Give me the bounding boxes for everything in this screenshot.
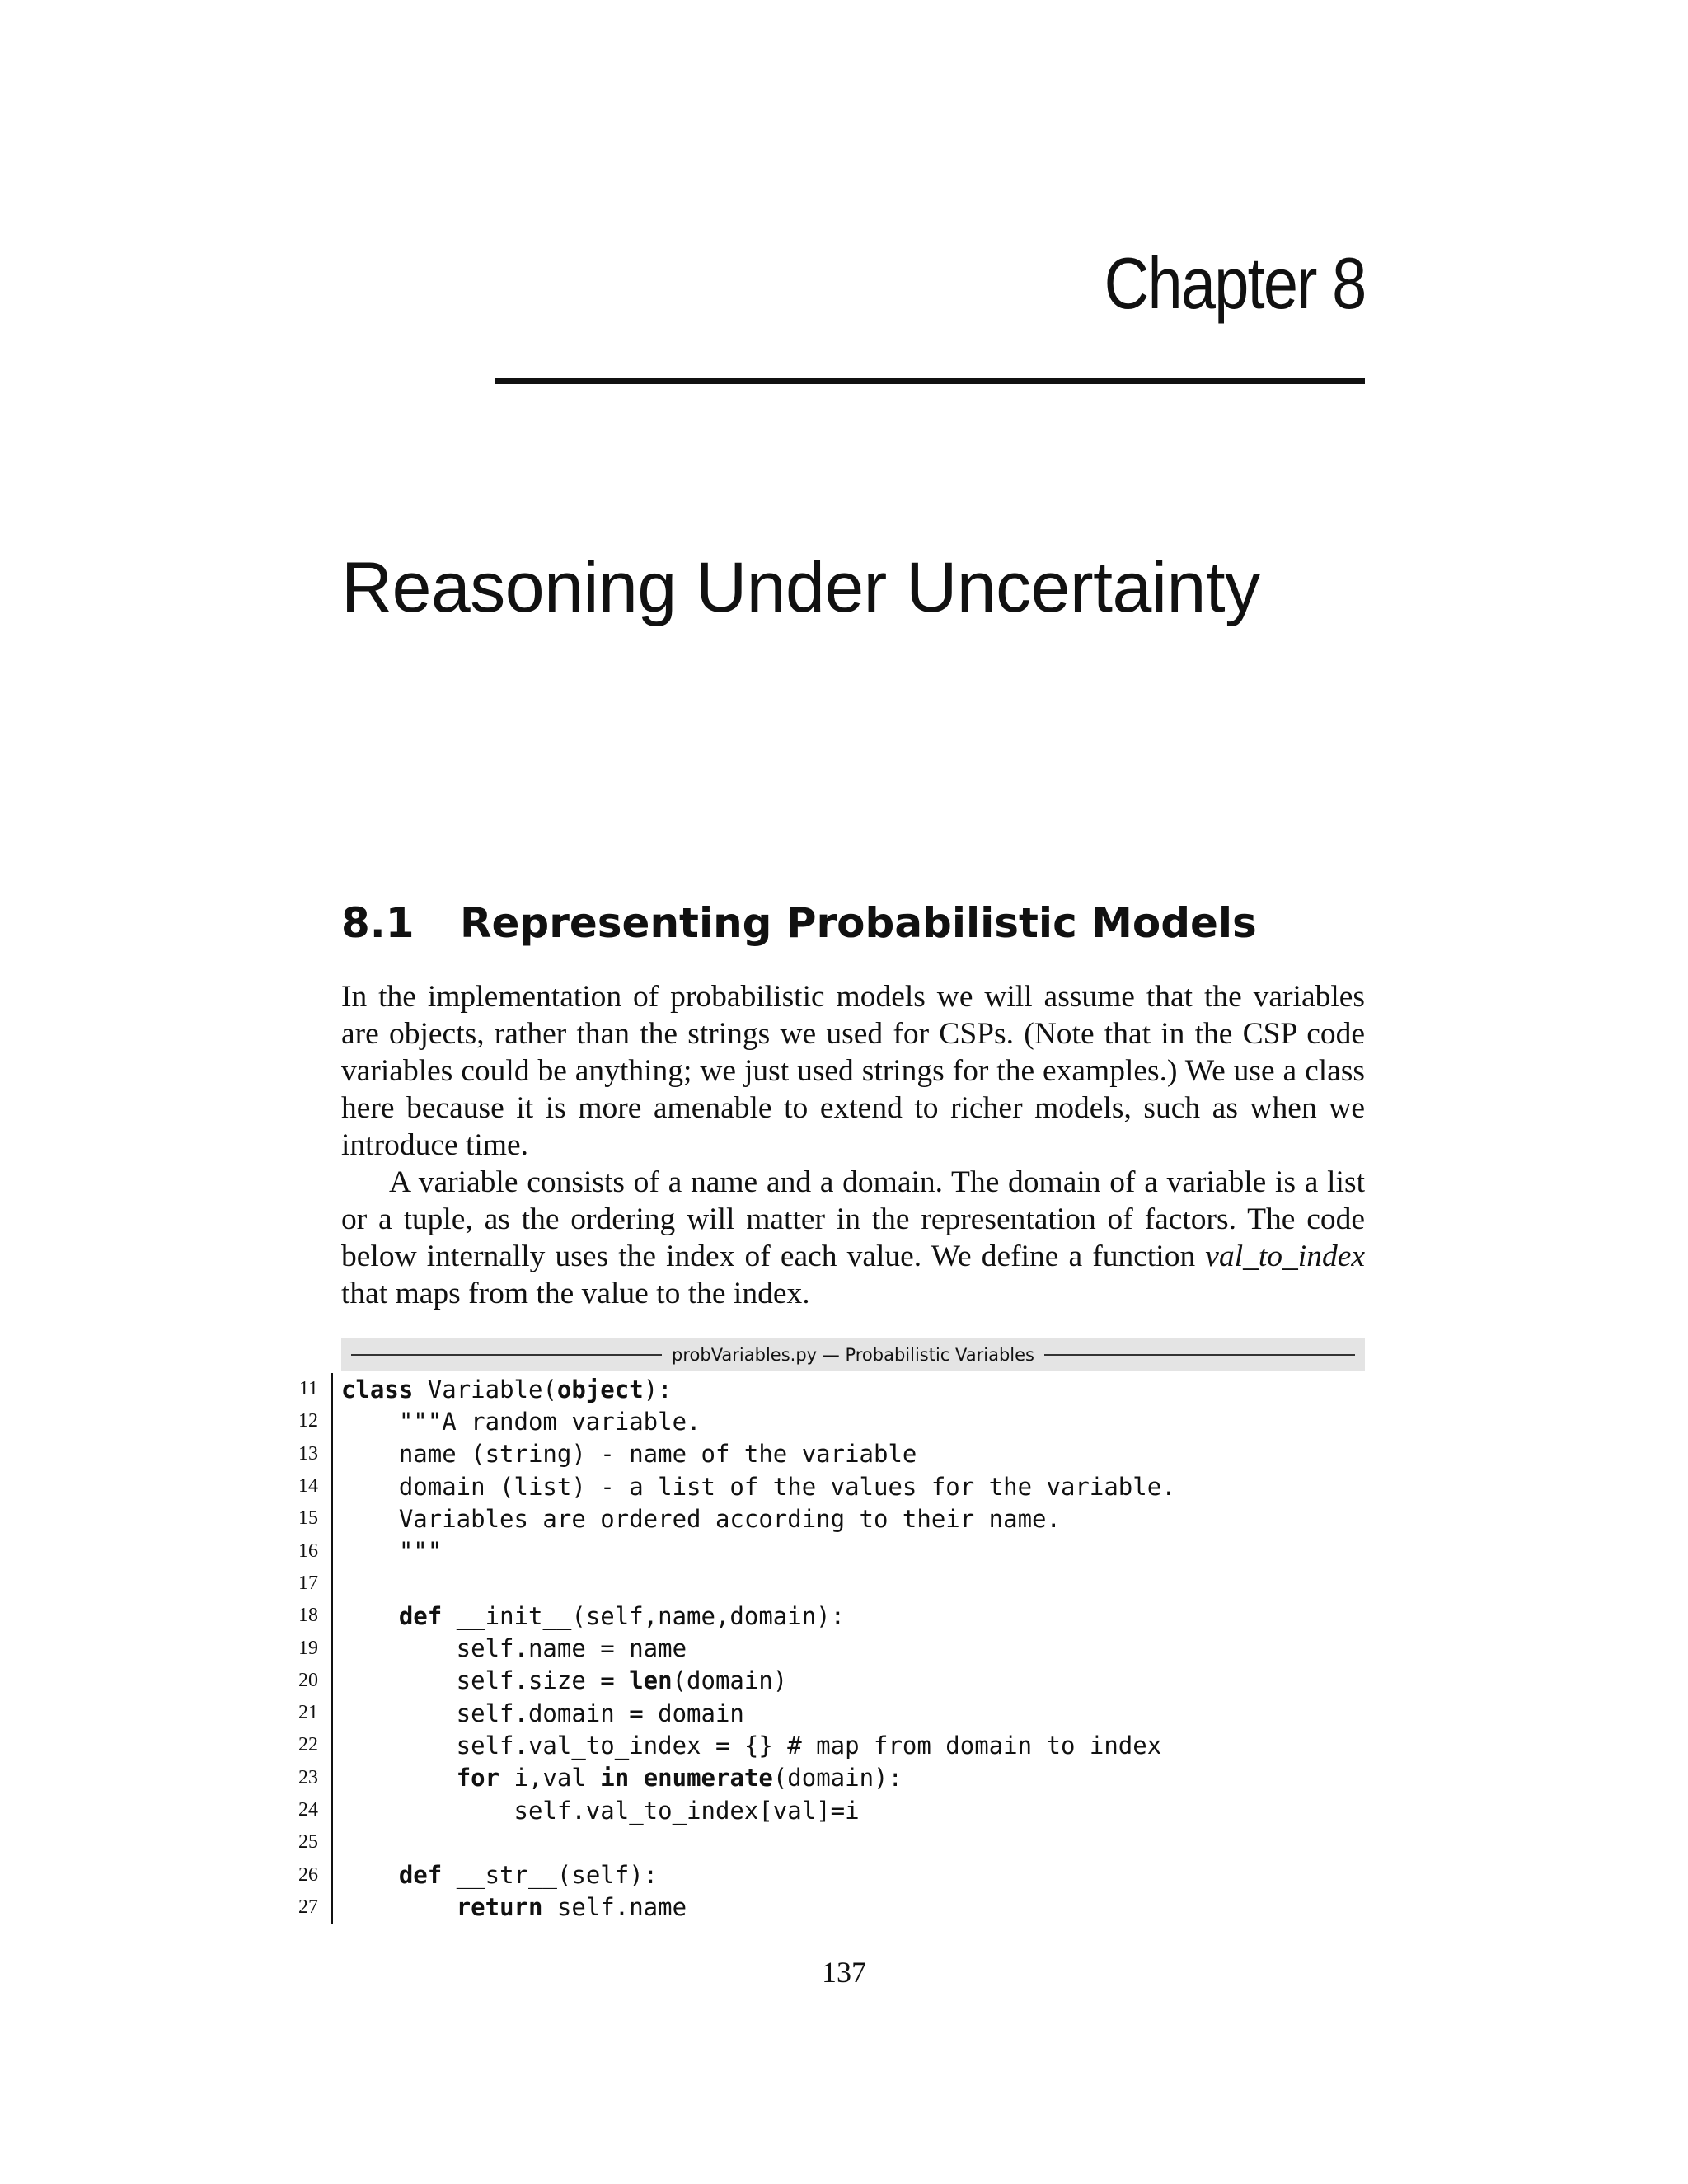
code-keyword: class bbox=[341, 1375, 414, 1404]
section-number: 8.1 bbox=[341, 899, 415, 947]
line-number: 22 bbox=[298, 1734, 318, 1756]
code-token: Variables are ordered according to their name. bbox=[341, 1504, 1061, 1533]
paragraph-2 bbox=[341, 1164, 1365, 1312]
code-gutter-rule bbox=[331, 1665, 333, 1697]
code-gutter-rule bbox=[331, 1405, 333, 1437]
line-number: 25 bbox=[298, 1831, 318, 1854]
code-line bbox=[280, 1665, 1176, 1697]
line-number: 13 bbox=[298, 1442, 318, 1465]
code-line bbox=[280, 1891, 1176, 1924]
section-title: Representing Probabilistic Models bbox=[460, 899, 1257, 947]
code-token: self.val_to_index = {} # map from domain to index bbox=[341, 1731, 1162, 1760]
line-number: 19 bbox=[298, 1637, 318, 1659]
code-line bbox=[280, 1762, 1176, 1794]
code-token: (domain): bbox=[772, 1764, 903, 1793]
section-heading bbox=[341, 899, 1257, 947]
code-text bbox=[341, 1408, 701, 1436]
code-text bbox=[341, 1797, 860, 1825]
line-number: 27 bbox=[298, 1896, 318, 1918]
code-text bbox=[341, 1440, 917, 1468]
code-keyword: in bbox=[600, 1764, 630, 1793]
paragraph-2-function-name: val_to_index bbox=[1205, 1240, 1365, 1273]
code-gutter-rule bbox=[331, 1794, 333, 1826]
line-number: 14 bbox=[298, 1475, 318, 1497]
code-gutter-rule bbox=[331, 1373, 333, 1405]
code-line bbox=[280, 1438, 1176, 1470]
line-number: 18 bbox=[298, 1605, 318, 1627]
code-line bbox=[280, 1470, 1176, 1502]
code-token bbox=[341, 1861, 399, 1889]
code-line bbox=[280, 1794, 1176, 1826]
line-number: 26 bbox=[298, 1863, 318, 1886]
code-token: i,val bbox=[499, 1764, 601, 1793]
line-number: 23 bbox=[298, 1766, 318, 1788]
code-gutter-rule bbox=[331, 1470, 333, 1502]
code-line bbox=[280, 1729, 1176, 1761]
code-caption-bar bbox=[341, 1338, 1365, 1371]
code-line bbox=[280, 1502, 1176, 1535]
chapter-title: Reasoning Under Uncertainty bbox=[341, 548, 1260, 627]
code-line bbox=[280, 1697, 1176, 1729]
code-token: self.size = bbox=[341, 1666, 630, 1695]
code-token: domain (list) - a list of the values for the variable. bbox=[341, 1472, 1176, 1501]
code-line bbox=[280, 1858, 1176, 1891]
code-line bbox=[280, 1826, 1176, 1858]
line-number: 12 bbox=[298, 1410, 318, 1432]
code-gutter-rule bbox=[331, 1891, 333, 1924]
code-gutter-rule bbox=[331, 1697, 333, 1729]
code-keyword: enumerate bbox=[643, 1764, 773, 1793]
code-gutter-rule bbox=[331, 1632, 333, 1664]
code-token: name (string) - name of the variable bbox=[341, 1440, 917, 1469]
code-gutter-rule bbox=[331, 1600, 333, 1632]
code-gutter-rule bbox=[331, 1568, 333, 1600]
code-keyword: def bbox=[398, 1861, 443, 1890]
code-gutter-rule bbox=[331, 1858, 333, 1891]
code-token: (domain) bbox=[672, 1666, 788, 1695]
chapter-rule bbox=[495, 378, 1365, 384]
line-number: 24 bbox=[298, 1799, 318, 1821]
code-gutter-rule bbox=[331, 1535, 333, 1567]
paragraph-1: In the implementation of probabilistic models we will assume that the variables are objects, rather than the strings we used for CSPs. (Note that in the CSP code variables could be anything; we just used strings for the examples.) We use a class here because it is more amenable to extend to richer models, such as when we introduce time. bbox=[341, 980, 1365, 1162]
code-token: Variable( bbox=[413, 1375, 557, 1404]
line-number: 20 bbox=[298, 1669, 318, 1691]
code-gutter-rule bbox=[331, 1438, 333, 1470]
code-token: self.val_to_index[val]=i bbox=[341, 1796, 860, 1825]
paragraph-2-text-b: that maps from the value to the index. bbox=[341, 1277, 810, 1310]
code-token: self.domain = domain bbox=[341, 1699, 744, 1727]
code-line bbox=[280, 1600, 1176, 1632]
code-listing bbox=[280, 1373, 1176, 1924]
code-token: """ bbox=[341, 1537, 443, 1566]
code-line bbox=[280, 1535, 1176, 1567]
code-caption: probVariables.py — Probabilistic Variables bbox=[672, 1345, 1034, 1365]
code-text bbox=[341, 1602, 845, 1630]
line-number: 11 bbox=[298, 1378, 318, 1400]
page-number: 137 bbox=[822, 1956, 866, 1989]
code-keyword: return bbox=[456, 1893, 543, 1922]
chapter-label: Chapter 8 bbox=[1104, 242, 1365, 324]
code-text bbox=[341, 1764, 903, 1792]
code-text bbox=[341, 1861, 658, 1889]
code-token: self.name = name bbox=[341, 1634, 687, 1663]
code-keyword: for bbox=[456, 1764, 500, 1793]
code-line bbox=[280, 1405, 1176, 1437]
caption-rule-right bbox=[1044, 1354, 1355, 1356]
line-number: 17 bbox=[298, 1572, 318, 1594]
code-text bbox=[341, 1893, 687, 1921]
code-text bbox=[341, 1376, 673, 1404]
code-line bbox=[280, 1373, 1176, 1405]
line-number: 21 bbox=[298, 1702, 318, 1724]
code-text bbox=[341, 1505, 1061, 1533]
code-gutter-rule bbox=[331, 1502, 333, 1535]
line-number: 15 bbox=[298, 1507, 318, 1530]
code-gutter-rule bbox=[331, 1762, 333, 1794]
code-gutter-rule bbox=[331, 1729, 333, 1761]
code-token: ): bbox=[643, 1375, 673, 1404]
code-token: __str__(self): bbox=[442, 1861, 659, 1890]
code-text bbox=[341, 1537, 442, 1565]
code-token: __init__(self,name,domain): bbox=[442, 1601, 846, 1630]
code-keyword: len bbox=[629, 1666, 673, 1695]
code-keyword: def bbox=[398, 1601, 443, 1630]
code-keyword: object bbox=[556, 1375, 644, 1404]
code-text bbox=[341, 1732, 1161, 1760]
code-text bbox=[341, 1473, 1176, 1501]
code-token: self.name bbox=[542, 1893, 687, 1922]
code-text bbox=[341, 1666, 787, 1694]
code-token: """A random variable. bbox=[341, 1407, 701, 1436]
code-line bbox=[280, 1632, 1176, 1664]
code-line bbox=[280, 1568, 1176, 1600]
code-gutter-rule bbox=[331, 1826, 333, 1858]
code-token bbox=[341, 1602, 399, 1630]
code-token bbox=[629, 1764, 643, 1792]
code-token bbox=[341, 1764, 457, 1792]
code-text bbox=[341, 1699, 744, 1727]
code-token bbox=[341, 1893, 457, 1921]
code-text bbox=[341, 1634, 687, 1662]
caption-rule-left bbox=[351, 1354, 662, 1356]
paragraph-2-text-a: A variable consists of a name and a domain. The domain of a variable is a list or a tuple, as the ordering will matter in the representation of factors. The code below internally uses the index of each value. We define a function bbox=[341, 1165, 1365, 1273]
line-number: 16 bbox=[298, 1540, 318, 1562]
